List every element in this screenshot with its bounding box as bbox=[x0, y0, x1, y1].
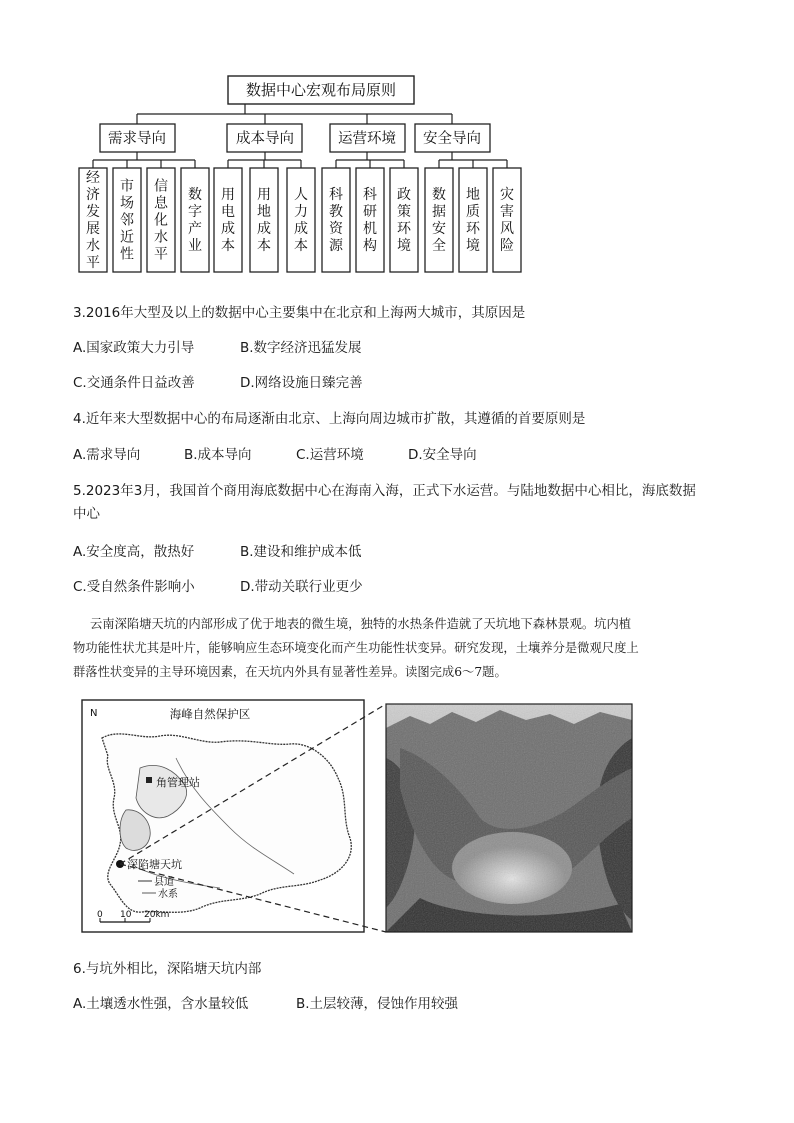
map-title: 海峰自然保护区 bbox=[169, 707, 251, 721]
question-4-option-a: A.需求导向 bbox=[73, 447, 141, 463]
legend-road-label: 县道 bbox=[154, 877, 174, 888]
leaf-label: 人力成本 bbox=[294, 187, 308, 254]
north-arrow-icon: N bbox=[90, 708, 98, 719]
leaf-label: 数字产业 bbox=[188, 187, 202, 254]
leaf-box bbox=[425, 168, 453, 272]
leaf-box bbox=[181, 168, 209, 272]
sinkhole-photo bbox=[386, 704, 632, 932]
leaf-label: 政策环境 bbox=[397, 187, 411, 254]
group-label-safety: 安全导向 bbox=[423, 131, 481, 147]
leaf-box bbox=[322, 168, 350, 272]
question-5-option-d: D.带动关联行业更少 bbox=[240, 579, 363, 595]
question-3-option-c: C.交通条件日益改善 bbox=[73, 375, 195, 391]
station-marker-icon bbox=[146, 777, 152, 783]
leaf-box bbox=[493, 168, 521, 272]
question-6-option-b: B.土层较薄，侵蚀作用较强 bbox=[296, 996, 459, 1012]
question-3-stem: 3.2016年大型及以上的数据中心主要集中在北京和上海两大城市，其原因是 bbox=[73, 305, 526, 321]
leaf-box bbox=[287, 168, 315, 272]
question-6-option-a: A.土壤透水性强，含水量较低 bbox=[73, 996, 249, 1012]
sinkhole-label: 深陷塘天坑 bbox=[127, 858, 182, 871]
question-4-stem: 4.近年来大型数据中心的布局逐渐由北京、上海向周边城市扩散，其遵循的首要原则是 bbox=[73, 411, 586, 427]
question-3-option-d: D.网络设施日臻完善 bbox=[240, 375, 363, 391]
leaf-label: 灾害风险 bbox=[500, 187, 514, 254]
leaf-label: 市场邻近性 bbox=[120, 178, 134, 263]
leaf-label: 信息化水平 bbox=[154, 178, 168, 263]
leaf-label: 科教资源 bbox=[329, 187, 343, 254]
question-4-option-c: C.运营环境 bbox=[296, 447, 364, 463]
passage-line-1: 云南深陷塘天坑的内部形成了优于地表的微生境，独特的水热条件造就了天坑地下森林景观。坑内植 bbox=[90, 617, 632, 631]
scale-label-10: 10 bbox=[120, 910, 132, 920]
question-5-option-b: B.建设和维护成本低 bbox=[240, 544, 362, 560]
leaf-label: 数据安全 bbox=[432, 187, 446, 254]
layout-principles-diagram bbox=[60, 70, 530, 280]
figure-svg bbox=[80, 698, 640, 938]
leaf-box bbox=[390, 168, 418, 272]
passage-line-3: 群落性状变异的主导环境因素，在天坑内外具有显著性差异。读图完成6～7题。 bbox=[73, 665, 507, 679]
leaf-label: 经济发展水平 bbox=[86, 170, 100, 271]
group-label-cost: 成本导向 bbox=[236, 131, 294, 147]
question-3-option-b: B.数字经济迅猛发展 bbox=[240, 340, 362, 356]
group-label-operation: 运营环境 bbox=[338, 131, 396, 147]
question-3-option-a: A.国家政策大力引导 bbox=[73, 340, 195, 356]
group-label-demand: 需求导向 bbox=[108, 131, 166, 147]
question-5-option-c: C.受自然条件影响小 bbox=[73, 579, 195, 595]
legend-water-label: 水系 bbox=[158, 889, 178, 900]
question-6-stem: 6.与坑外相比，深陷塘天坑内部 bbox=[73, 961, 262, 977]
station-label: 角管理站 bbox=[156, 776, 200, 789]
diagram-svg bbox=[60, 70, 530, 280]
question-5-stem-line1: 5.2023年3月，我国首个商用海底数据中心在海南入海，正式下水运营。与陆地数据中心相比，海底数据 bbox=[73, 483, 696, 499]
question-4-option-b: B.成本导向 bbox=[184, 447, 252, 463]
leaf-box bbox=[459, 168, 487, 272]
passage-line-2: 物功能性状尤其是叶片，能够响应生态环境变化而产生功能性状变异。研究发现，土壤养分是微观尺度上 bbox=[73, 641, 639, 655]
sinkhole-figure bbox=[80, 698, 640, 938]
root-label: 数据中心宏观布局原则 bbox=[245, 81, 397, 99]
leaf-label: 地质环境 bbox=[466, 187, 480, 254]
leaf-box bbox=[250, 168, 278, 272]
leaf-box bbox=[214, 168, 242, 272]
question-4-option-d: D.安全导向 bbox=[408, 447, 477, 463]
leaf-box bbox=[356, 168, 384, 272]
leaf-label: 科研机构 bbox=[363, 187, 377, 254]
leaf-label: 用电成本 bbox=[221, 187, 235, 254]
scale-label-0: 0 bbox=[97, 910, 103, 920]
question-5-stem-line2: 中心 bbox=[73, 506, 100, 522]
scale-label-20km: 20km bbox=[144, 910, 170, 920]
question-5-option-a: A.安全度高，散热好 bbox=[73, 544, 195, 560]
leaf-label: 用地成本 bbox=[257, 187, 271, 254]
